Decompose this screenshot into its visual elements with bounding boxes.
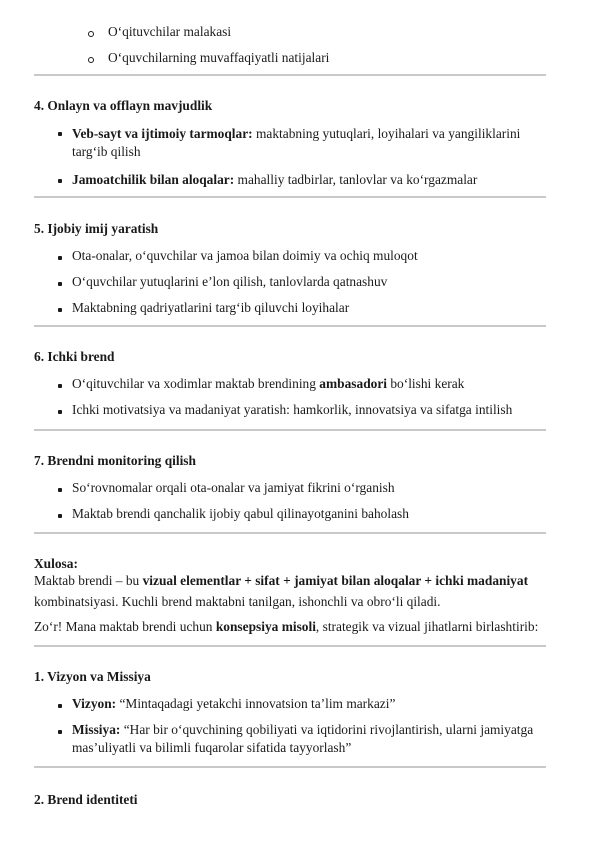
conclusion-emphasis: vizual elementlar + sifat + jamiyat bilan aloqalar + ichki madaniyat bbox=[142, 573, 529, 588]
circle-bullet-icon bbox=[88, 57, 94, 63]
section-heading: 5. Ijobiy imij yaratish bbox=[34, 221, 159, 236]
conclusion-heading: Xulosa: bbox=[34, 556, 78, 571]
bullet-icon bbox=[58, 132, 62, 136]
bullet-icon bbox=[58, 410, 62, 414]
bullet-icon bbox=[58, 514, 62, 518]
list-item: Maktabning qadriyatlarini targ‘ib qiluvchi loyihalar bbox=[72, 300, 350, 315]
bullet-icon bbox=[58, 256, 62, 260]
list-item: O‘quvchilarning muvaffaqiyatli natijalari bbox=[108, 50, 330, 65]
bullet-icon bbox=[58, 179, 62, 183]
item-text: maktabning yutuqlari, loyihalari va yangiliklarini bbox=[252, 126, 521, 141]
list-item: O‘qituvchilar malakasi bbox=[108, 24, 232, 39]
conclusion-line: kombinatsiyasi. Kuchli brend maktabni tanilgan, ishonchli va obro‘li qiladi. bbox=[34, 594, 441, 609]
bullet-icon bbox=[58, 384, 62, 388]
divider bbox=[34, 325, 546, 327]
list-item bbox=[72, 124, 520, 143]
bullet-icon bbox=[58, 488, 62, 492]
divider bbox=[34, 766, 546, 768]
list-item: Maktab brendi qanchalik ijobiy qabul qilinayotganini baholash bbox=[72, 506, 409, 521]
conclusion-line bbox=[34, 571, 528, 590]
intro-text: Zo‘r! Mana maktab brendi uchun bbox=[34, 619, 216, 634]
list-item: Ichki motivatsiya va madaniyat yaratish: hamkorlik, innovatsiya va sifatga intilish bbox=[72, 402, 513, 417]
list-item bbox=[72, 374, 464, 393]
bullet-icon bbox=[58, 308, 62, 312]
list-item: Ota-onalar, o‘quvchilar va jamoa bilan doimiy va ochiq muloqot bbox=[72, 248, 418, 263]
item-text: bo‘lishi kerak bbox=[387, 376, 465, 391]
bullet-icon bbox=[58, 730, 62, 734]
divider bbox=[34, 645, 546, 647]
divider bbox=[34, 196, 546, 198]
intro-emphasis: konsepsiya misoli bbox=[215, 619, 316, 634]
item-text: “Mintaqadagi yetakchi innovatsion ta’lim markazi” bbox=[116, 696, 396, 711]
section-heading: 4. Onlayn va offlayn mavjudlik bbox=[34, 98, 213, 113]
item-text-continued: mas’uliyatli va bilimli fuqarolar sifatida tayyorlash” bbox=[72, 740, 352, 755]
section-heading: 7. Brendni monitoring qilish bbox=[34, 453, 196, 468]
list-item bbox=[72, 720, 533, 739]
list-item bbox=[72, 694, 395, 713]
section-heading: 6. Ichki brend bbox=[34, 349, 115, 364]
item-label: Veb-sayt va ijtimoiy tarmoqlar: bbox=[72, 126, 253, 141]
item-label: Missiya: bbox=[72, 722, 121, 737]
conclusion-text: Maktab brendi – bu bbox=[34, 573, 143, 588]
intro-text: , strategik va vizual jihatlarni birlashtirib: bbox=[315, 619, 539, 634]
item-text-continued: targ‘ib qilish bbox=[72, 144, 141, 159]
intro-line bbox=[34, 617, 538, 636]
list-item bbox=[72, 170, 477, 189]
item-text: O‘qituvchilar va xodimlar maktab brendining bbox=[72, 376, 320, 391]
bullet-icon bbox=[58, 282, 62, 286]
bullet-icon bbox=[58, 704, 62, 708]
item-label: Jamoatchilik bilan aloqalar: bbox=[72, 172, 235, 187]
item-emphasis: ambasadori bbox=[319, 376, 388, 391]
section-heading: 1. Vizyon va Missiya bbox=[34, 669, 151, 684]
divider bbox=[34, 532, 546, 534]
item-text: mahalliy tadbirlar, tanlovlar va ko‘rgazmalar bbox=[234, 172, 478, 187]
item-text: “Har bir o‘quvchining qobiliyati va iqtidorini rivojlantirish, ularni jamiyatga bbox=[120, 722, 534, 737]
divider bbox=[34, 429, 546, 431]
divider bbox=[34, 74, 546, 76]
list-item: So‘rovnomalar orqali ota-onalar va jamiyat fikrini o‘rganish bbox=[72, 480, 395, 495]
section-heading: 2. Brend identiteti bbox=[34, 792, 138, 807]
list-item: O‘quvchilar yutuqlarini e’lon qilish, tanlovlarda qatnashuv bbox=[72, 274, 388, 289]
circle-bullet-icon bbox=[88, 31, 94, 37]
item-label: Vizyon: bbox=[72, 696, 117, 711]
